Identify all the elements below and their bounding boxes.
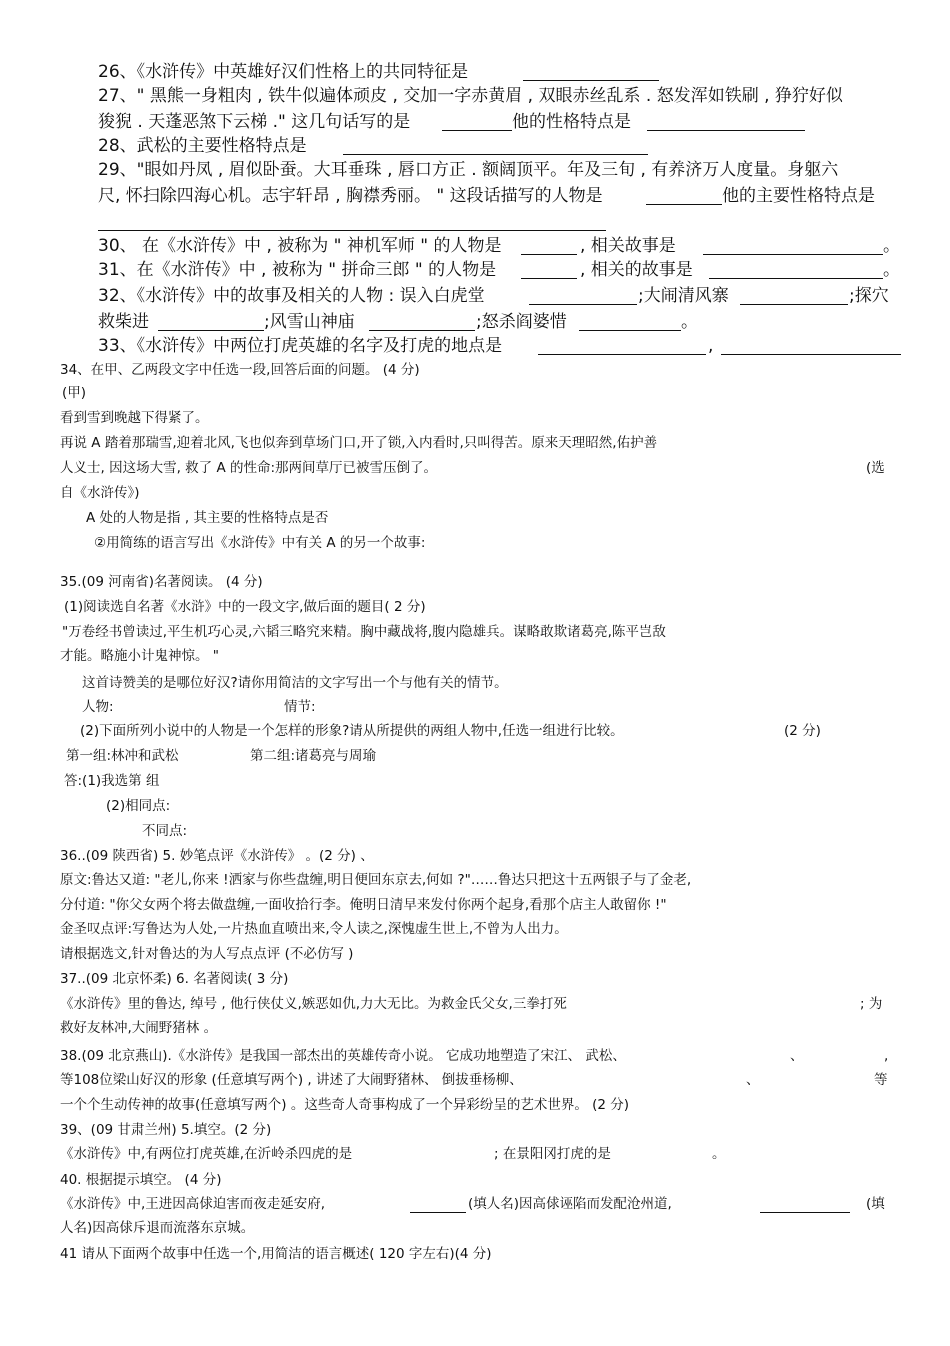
q36-head: 36..(09 陕西省) 5. 妙笔点评《水浒传》 。(2 分) 、 xyxy=(60,848,374,864)
q34-p3a: 人义士, 因这场大雪, 救了 A 的性命:那两间草厅已被雪压倒了。 xyxy=(60,460,438,476)
q29-blank-1 xyxy=(646,204,722,205)
q36-p2: 分付道: "你父女两个将去做盘缠,一面收拾行李。俺明日清早来发付你两个起身,看那个店主人敢留你 !" xyxy=(60,897,667,913)
q31-text-a: 31、在《水浒传》中 , 被称为 " 拼命三郎 " 的人物是 xyxy=(98,260,497,280)
q38-l1b: 、 xyxy=(790,1048,804,1064)
q30-blank-2 xyxy=(703,254,883,255)
q34-jia: (甲) xyxy=(62,385,87,401)
q32-line2end: 。 xyxy=(681,312,698,332)
q31-blank-1 xyxy=(521,278,577,279)
q38-l2b: 、 xyxy=(746,1072,760,1088)
q35-sub2b: (2 分) xyxy=(784,723,821,739)
q39-head: 39、(09 甘肃兰州) 5.填空。(2 分) xyxy=(60,1122,272,1138)
q33-blank-2 xyxy=(721,354,901,355)
q37-head: 37..(09 北京怀柔) 6. 名著阅读( 3 分) xyxy=(60,971,289,987)
q40-p1a: 《水浒传》中,王进因高俅迫害而夜走延安府, xyxy=(60,1196,326,1212)
q26-text: 26、《水浒传》中英雄好汉们性格上的共同特征是 xyxy=(98,62,469,82)
q40-blank-1 xyxy=(410,1212,466,1213)
q38-l1a: 38.(09 北京燕山).《水浒传》是我国一部杰出的英雄传奇小说。 它成功地塑造了宋江、 武松、 xyxy=(60,1048,626,1064)
q35-poem1: "万卷经书曾读过,平生机巧心灵,六韬三略究来精。胸中藏战将,腹内隐雄兵。谋略敢欺诸葛亮,陈平岂敌 xyxy=(62,624,666,640)
q34-s1: A 处的人物是指 , 其主要的性格特点是否 xyxy=(86,510,329,526)
q40-head: 40. 根据提示填空。 (4 分) xyxy=(60,1172,222,1188)
q32-line1b: ;大闹清风寨 xyxy=(638,286,729,306)
q34-p3b: (选 xyxy=(866,460,885,476)
q35-person: 人物: xyxy=(82,699,114,715)
q30-text-a: 30、 在《水浒传》中 , 被称为 " 神机军师 " 的人物是 xyxy=(98,236,502,256)
q35-group1: 第一组:林冲和武松 xyxy=(66,748,179,764)
q29-line1: 29、"眼如丹凤 , 眉似卧蚕。大耳垂珠 , 唇口方正 . 额阔顶平。年及三旬 , 有养济万人度量。身躯六 xyxy=(98,160,839,180)
q35-poem2: 才能。略施小计鬼神惊。 " xyxy=(60,648,220,664)
q40-p2: 人名)因高俅斥退而流落东京城。 xyxy=(60,1220,255,1236)
q35-plot: 情节: xyxy=(284,699,316,715)
q27-line2a: 狻猊 . 天蓬恶煞下云梯 ." 这几句话写的是 xyxy=(98,112,411,132)
q34-p1: 看到雪到晚越下得紧了。 xyxy=(60,410,209,426)
q35-sub1: (1)阅读选自名著《水浒》中的一段文字,做后面的题目( 2 分) xyxy=(64,599,426,615)
q37-p2: 救好友林冲,大闹野猪林 。 xyxy=(60,1020,218,1036)
q41-text: 41 请从下面两个故事中任选一个,用简洁的语言概述( 120 字左右)(4 分) xyxy=(60,1246,492,1262)
q32-blank-5 xyxy=(579,330,681,331)
q35-group2: 第二组:诸葛亮与周瑜 xyxy=(250,748,377,764)
q32-blank-4 xyxy=(369,330,475,331)
q32-line1a: 32、《水浒传》中的故事及相关的人物 : 误入白虎堂 xyxy=(98,286,485,306)
q32-line1c: ;探穴 xyxy=(849,286,889,306)
q38-l1c: , xyxy=(884,1048,889,1064)
q32-line2c: ;怒杀阎婆惜 xyxy=(476,312,567,332)
q35-ans2: (2)相同点: xyxy=(106,798,171,814)
q27-line2b: 他的性格特点是 xyxy=(512,112,631,132)
q31-end: 。 xyxy=(883,260,900,280)
q27-blank-1 xyxy=(442,130,512,131)
q27-blank-2 xyxy=(647,130,805,131)
q34-head: 34、在甲、乙两段文字中任选一段,回答后面的问题。 (4 分) xyxy=(60,362,420,378)
q37-p1b: ; 为 xyxy=(860,996,883,1012)
q38-l3: 一个个生动传神的故事(任意填写两个) 。这些奇人奇事构成了一个异彩纷呈的艺术世界。 (2 分) xyxy=(60,1097,630,1113)
q32-line2b: ;风雪山神庙 xyxy=(264,312,355,332)
q30-blank-1 xyxy=(521,254,577,255)
q29-line2a: 尺, 怀扫除四海心机。志宇轩昂 , 胸襟秀丽。 " 这段话描写的人物是 xyxy=(98,186,603,206)
q33-blank-1 xyxy=(538,354,706,355)
q34-p2: 再说 A 踏着那瑞雪,迎着北风,飞也似奔到草场门口,开了锁,入内看时,只叫得苦。原来天理昭然,佑护善 xyxy=(60,435,658,451)
q34-s2: ②用简练的语言写出《水浒传》中有关 A 的另一个故事: xyxy=(94,535,426,551)
q38-l2a: 等108位梁山好汉的形象 (任意填写两个) , 讲述了大闹野猪林、 倒拔垂杨柳、 xyxy=(60,1072,523,1088)
q35-ans3: 不同点: xyxy=(142,823,188,839)
q31-blank-2 xyxy=(709,278,883,279)
q33-text: 33、《水浒传》中两位打虎英雄的名字及打虎的地点是 xyxy=(98,336,503,356)
q39-p1b: ; 在景阳冈打虎的是 xyxy=(494,1146,611,1162)
q33-comma: , xyxy=(708,336,714,356)
q40-p1b: (填人名)因高俅诬陷而发配沧州道, xyxy=(468,1196,672,1212)
q28-blank xyxy=(343,154,648,155)
q35-ask: 这首诗赞美的是哪位好汉?请你用简洁的文字写出一个与他有关的情节。 xyxy=(82,675,508,691)
q36-p1: 原文:鲁达又道: "老儿,你来 !洒家与你些盘缠,明日便回东京去,何如 ?"……鲁达只把这十五两银子与了金老, xyxy=(60,872,692,888)
q27-line1: 27、" 黑熊一身粗肉 , 铁牛似遍体顽皮 , 交加一字赤黄眉 , 双眼赤丝乱系 . 怒发浑如铁刷 , 狰狞好似 xyxy=(98,86,843,106)
q36-p4: 请根据选文,针对鲁达的为人写点点评 (不必仿写 ) xyxy=(60,946,354,962)
q34-p4: 自《水浒传》) xyxy=(60,485,140,501)
q31-text-b: , 相关的故事是 xyxy=(580,260,693,280)
q39-p1a: 《水浒传》中,有两位打虎英雄,在沂岭杀四虎的是 xyxy=(60,1146,353,1162)
q37-p1a: 《水浒传》里的鲁达, 绰号 , 他行侠仗义,嫉恶如仇,力大无比。为救金氏父女,三拳打死 xyxy=(60,996,567,1012)
q28-text: 28、武松的主要性格特点是 xyxy=(98,136,307,156)
q32-line2a: 救柴进 xyxy=(98,312,149,332)
q32-blank-1 xyxy=(529,304,637,305)
q30-text-b: , 相关故事是 xyxy=(580,236,676,256)
q35-sub2a: (2)下面所列小说中的人物是一个怎样的形象?请从所提供的两组人物中,任选一组进行比较。 xyxy=(80,723,624,739)
q40-blank-2 xyxy=(760,1212,850,1213)
q35-ans1: 答:(1)我选第 组 xyxy=(64,773,160,789)
q39-p1c: 。 xyxy=(712,1146,726,1162)
q38-l2c: 等 xyxy=(874,1072,888,1088)
q32-blank-3 xyxy=(158,330,264,331)
q32-blank-2 xyxy=(740,304,848,305)
q35-head: 35.(09 河南省)名著阅读。 (4 分) xyxy=(60,574,263,590)
q40-p1c: (填 xyxy=(866,1196,885,1212)
q30-end: 。 xyxy=(883,236,900,256)
q36-p3: 金圣叹点评:写鲁达为人处,一片热血直喷出来,令人读之,深愧虚生世上,不曾为人出力。 xyxy=(60,921,568,937)
q29-blank-2 xyxy=(98,230,606,231)
q29-line2b: 他的主要性格特点是 xyxy=(722,186,875,206)
q26-blank xyxy=(523,80,659,81)
